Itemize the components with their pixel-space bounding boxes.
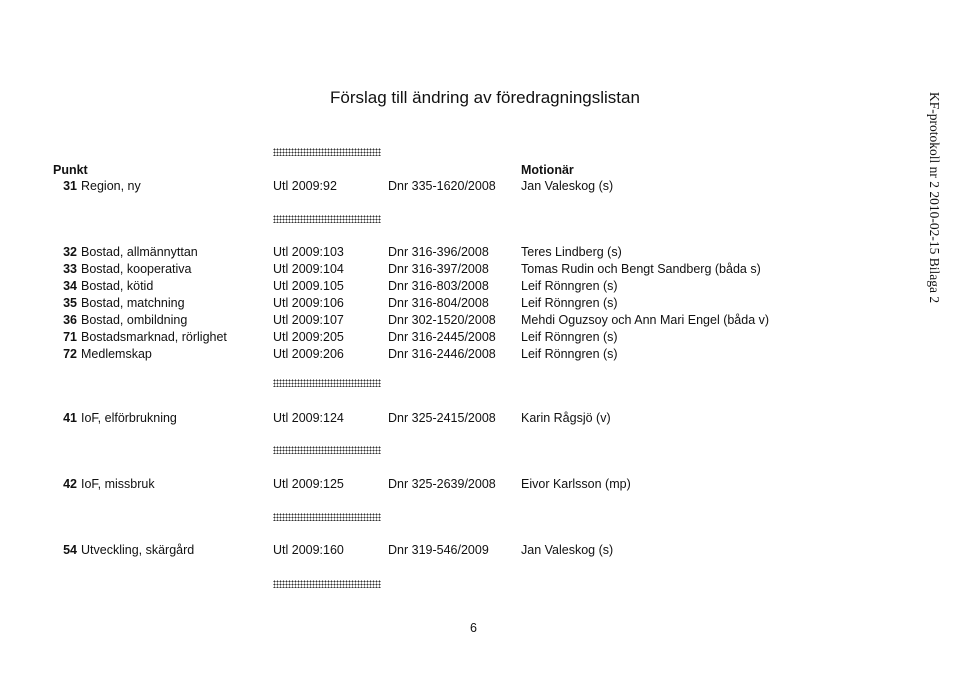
row-motionar: Jan Valeskog (s) [521, 179, 614, 193]
row-name: Bostad, kooperativa [81, 262, 192, 276]
row-utl: Utl 2009:206 [273, 347, 344, 361]
protocol-stamp: KF-protokoll nr 2 2010-02-15 Bilaga 2 [927, 92, 942, 304]
dotted-separator [273, 215, 381, 223]
row-dnr: Dnr 316-396/2008 [388, 245, 489, 259]
row-punkt [61, 179, 141, 194]
row-dnr: Dnr 316-803/2008 [388, 279, 489, 293]
row-name: IoF, missbruk [81, 477, 155, 491]
row-punkt [61, 245, 198, 260]
row-punkt [61, 477, 155, 492]
row-utl: Utl 2009:104 [273, 262, 344, 276]
row-utl: Utl 2009:103 [273, 245, 344, 259]
row-name: IoF, elförbrukning [81, 411, 177, 425]
row-motionar: Mehdi Oguzsoy och Ann Mari Engel (båda v) [521, 313, 770, 327]
row-name: Bostad, matchning [81, 296, 185, 310]
row-motionar: Karin Rågsjö (v) [521, 411, 611, 425]
row-name: Bostad, ombildning [81, 313, 188, 327]
row-utl: Utl 2009:205 [273, 330, 344, 344]
row-punkt [61, 330, 227, 345]
row-dnr: Dnr 316-2446/2008 [388, 347, 496, 361]
row-number: 33 [63, 262, 77, 276]
row-punkt [61, 543, 194, 558]
dotted-separator [273, 446, 381, 454]
page-title: Förslag till ändring av föredragningslistan [330, 88, 640, 107]
row-number: 32 [63, 245, 77, 259]
row-dnr: Dnr 316-2445/2008 [388, 330, 496, 344]
row-motionar: Leif Rönngren (s) [521, 296, 618, 310]
row-motionar: Leif Rönngren (s) [521, 347, 618, 361]
row-motionar: Teres Lindberg (s) [521, 245, 622, 259]
page-number: 6 [470, 621, 477, 635]
row-number: 71 [63, 330, 77, 344]
row-punkt [61, 411, 177, 426]
row-dnr: Dnr 325-2639/2008 [388, 477, 496, 491]
row-dnr: Dnr 325-2415/2008 [388, 411, 496, 425]
row-punkt [61, 313, 187, 328]
header-motionar: Motionär [521, 163, 574, 177]
row-name: Bostadsmarknad, rörlighet [81, 330, 227, 344]
row-utl: Utl 2009.105 [273, 279, 344, 293]
row-dnr: Dnr 302-1520/2008 [388, 313, 496, 327]
row-punkt [61, 296, 185, 311]
row-number: 41 [63, 411, 77, 425]
row-number: 35 [63, 296, 77, 310]
dotted-separator [273, 580, 381, 588]
row-utl: Utl 2009:125 [273, 477, 344, 491]
row-dnr: Dnr 319-546/2009 [388, 543, 489, 557]
dotted-separator [273, 148, 381, 156]
row-dnr: Dnr 316-804/2008 [388, 296, 489, 310]
row-utl: Utl 2009:160 [273, 543, 344, 557]
header-punkt: Punkt [53, 163, 88, 177]
row-motionar: Tomas Rudin och Bengt Sandberg (båda s) [521, 262, 761, 276]
row-motionar: Jan Valeskog (s) [521, 543, 614, 557]
row-punkt [61, 279, 153, 294]
row-utl: Utl 2009:106 [273, 296, 344, 310]
row-name: Medlemskap [81, 347, 152, 361]
dotted-separator [273, 379, 381, 387]
row-name: Utveckling, skärgård [81, 543, 195, 557]
row-utl: Utl 2009:124 [273, 411, 344, 425]
row-motionar: Leif Rönngren (s) [521, 279, 618, 293]
row-number: 36 [63, 313, 77, 327]
row-utl: Utl 2009:107 [273, 313, 344, 327]
row-name: Region, ny [81, 179, 141, 193]
row-dnr: Dnr 335-1620/2008 [388, 179, 496, 193]
row-motionar: Eivor Karlsson (mp) [521, 477, 631, 491]
dotted-separator [273, 513, 381, 521]
row-number: 31 [63, 179, 77, 193]
row-name: Bostad, kötid [81, 279, 154, 293]
row-utl: Utl 2009:92 [273, 179, 337, 193]
row-number: 72 [63, 347, 77, 361]
row-punkt [61, 347, 152, 362]
row-punkt [61, 262, 192, 277]
row-dnr: Dnr 316-397/2008 [388, 262, 489, 276]
row-name: Bostad, allmännyttan [81, 245, 198, 259]
row-motionar: Leif Rönngren (s) [521, 330, 618, 344]
row-number: 34 [63, 279, 77, 293]
row-number: 42 [63, 477, 77, 491]
row-number: 54 [63, 543, 77, 557]
